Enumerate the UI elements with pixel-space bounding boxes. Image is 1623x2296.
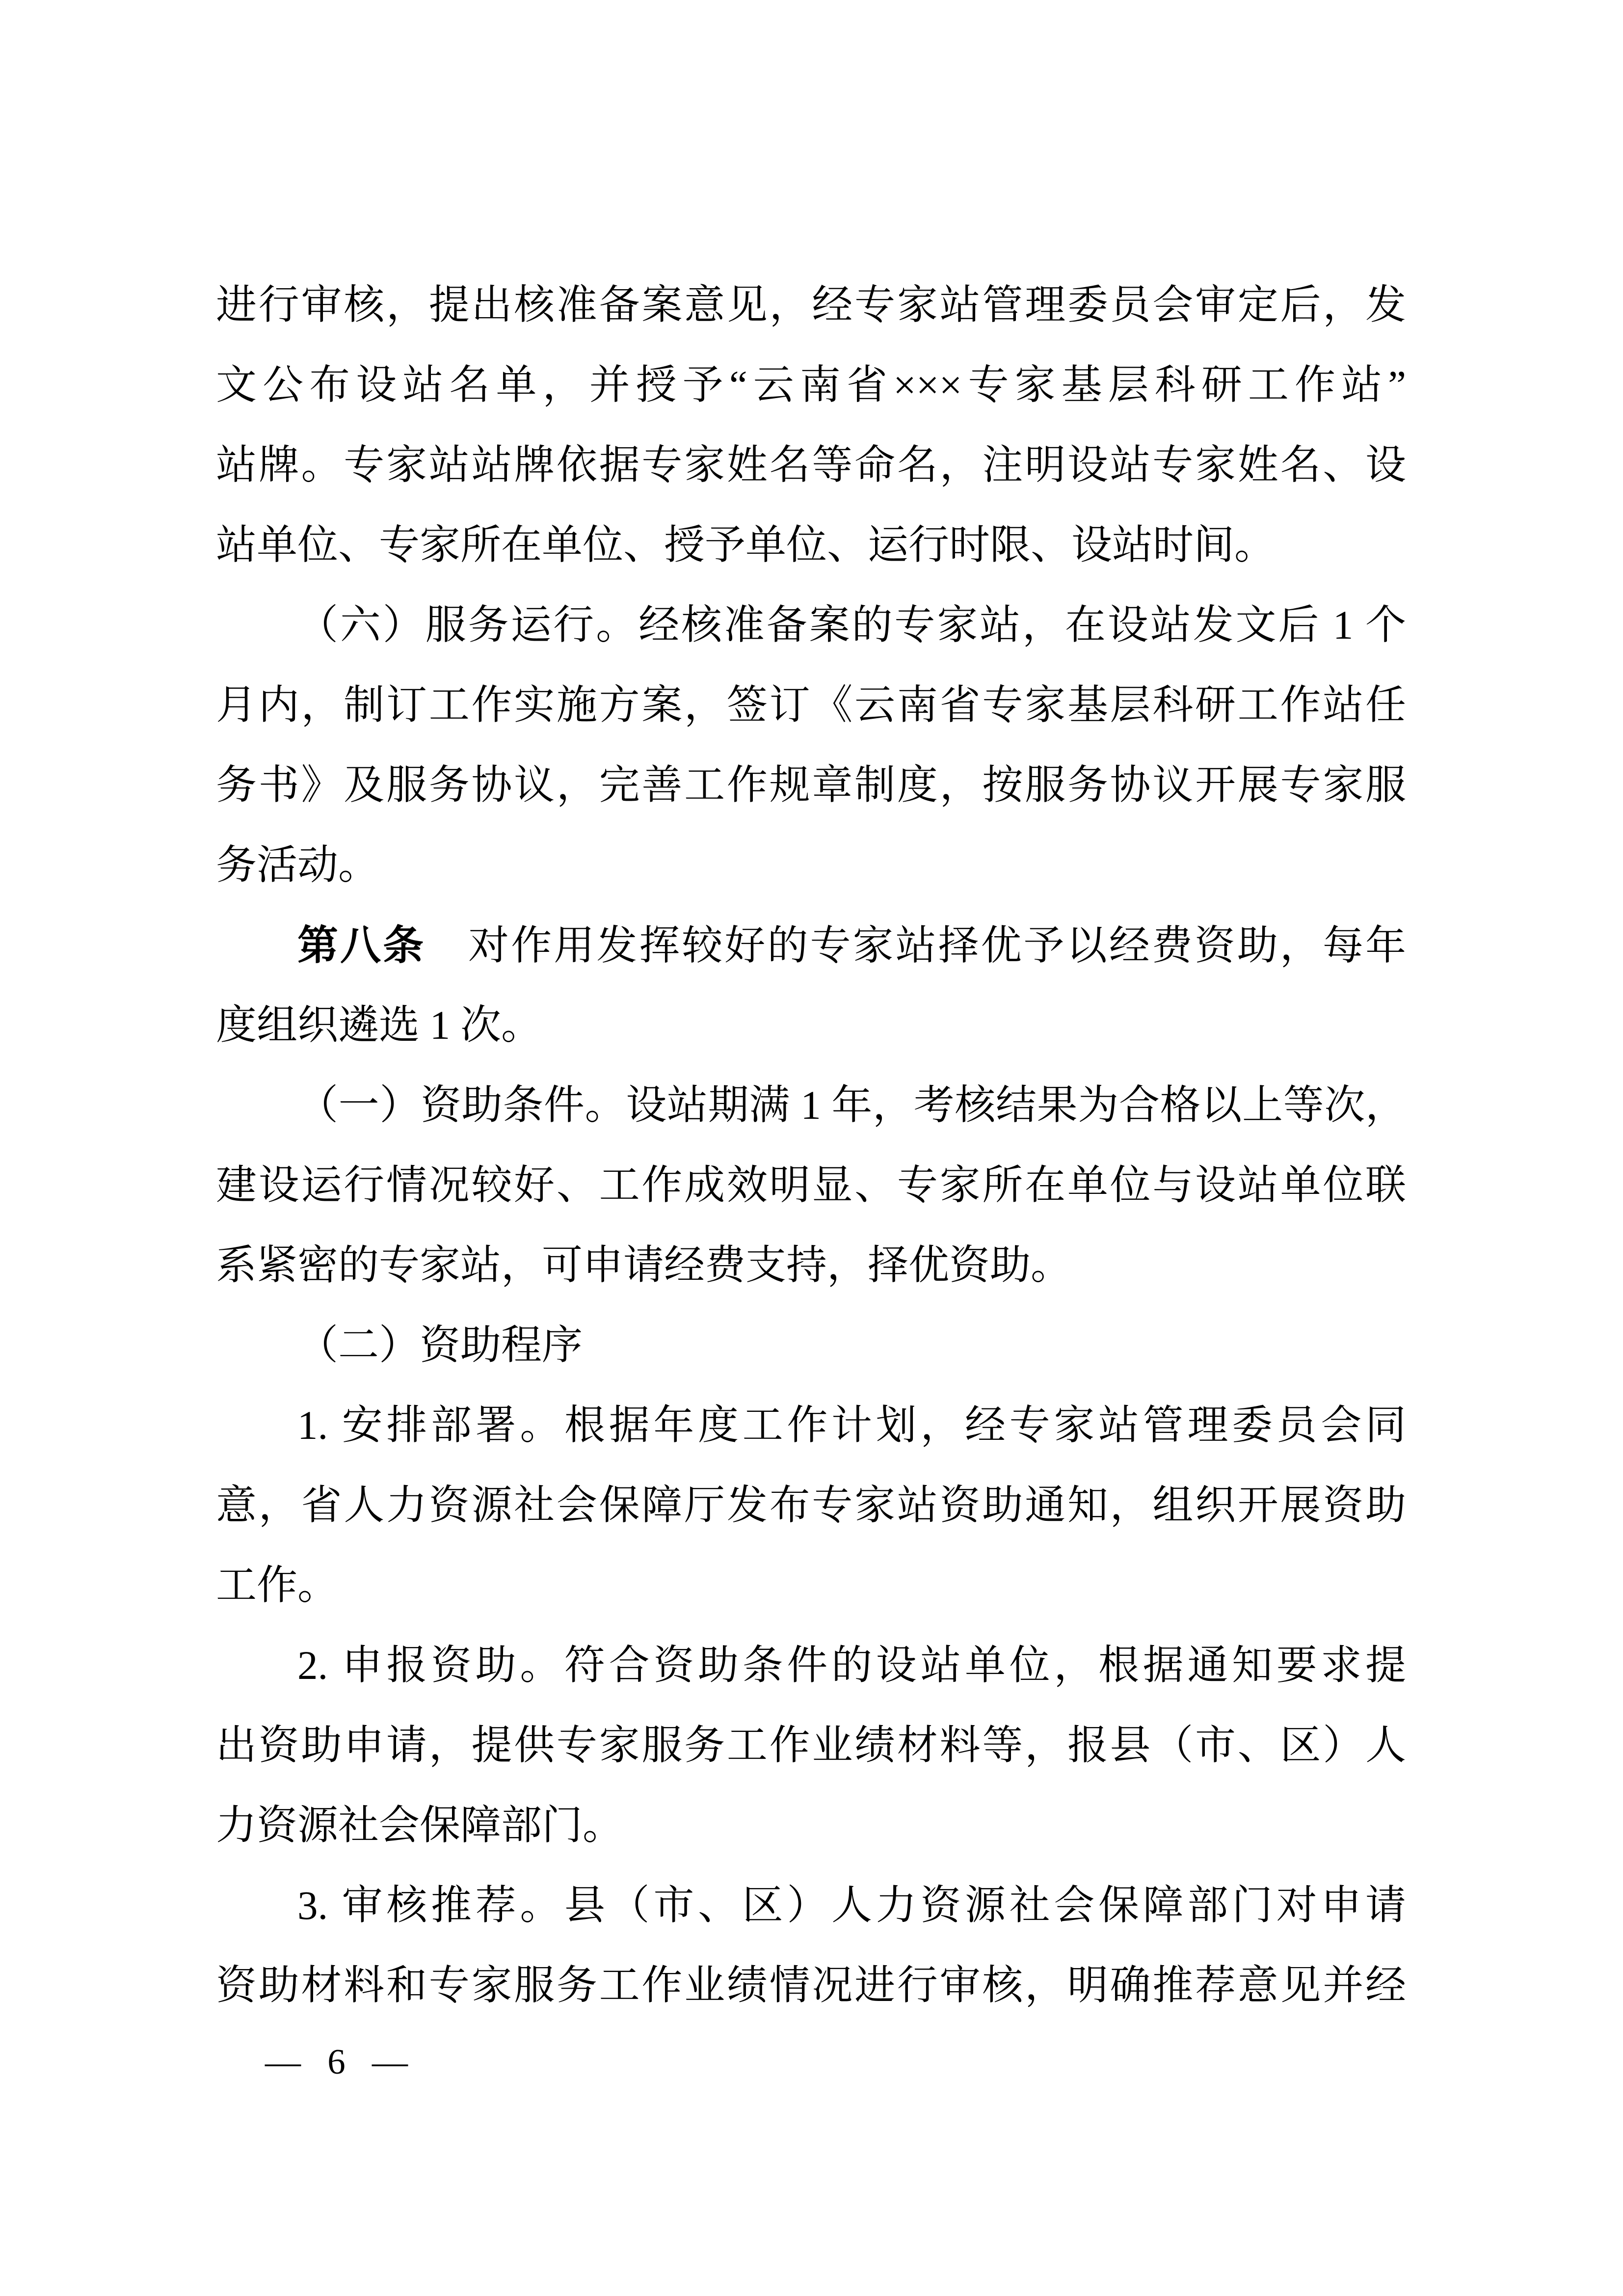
text-line: 度组织遴选 1 次。 [216,1002,542,1048]
text-line: （六）服务运行。经核准备案的专家站，在设站发文后 1 个 [297,602,1406,648]
text-line: 进行审核，提出核准备案意见，经专家站管理委员会审定后，发 [216,282,1406,327]
text-line: 力资源社会保障部门。 [216,1803,623,1848]
text-line: 资助材料和专家服务工作业绩情况进行审核，明确推荐意见并经 [216,1963,1406,2008]
text-line: 工作。 [216,1563,338,1608]
text-line: 建设运行情况较好、工作成效明显、专家所在单位与设站单位联 [216,1162,1406,1208]
text-line: 系紧密的专家站，可申请经费支持，择优资助。 [216,1243,1071,1288]
text-line: 2. 申报资助。符合资助条件的设站单位，根据通知要求提 [297,1643,1406,1688]
text-line: 务书》及服务协议，完善工作规章制度，按服务协议开展专家服 [216,762,1406,808]
text-line: 3. 审核推荐。县（市、区）人力资源社会保障部门对申请 [297,1883,1406,1928]
article-number-label: 第八条 [297,922,426,968]
text-line: 务活动。 [216,842,379,888]
text-line: 站牌。专家站站牌依据专家姓名等命名，注明设站专家姓名、设 [216,442,1406,487]
document-body [216,265,1406,2026]
text-line: 出资助申请，提供专家服务工作业绩材料等，报县（市、区）人 [216,1723,1406,1768]
text-line: 1. 安排部署。根据年度工作计划，经专家站管理委员会同 [297,1403,1406,1448]
text-line: 月内，制订工作实施方案，签订《云南省专家基层科研工作站任 [216,682,1406,728]
text-line-article-heading [216,905,1406,985]
text-line: （一）资助条件。设站期满 1 年，考核结果为合格以上等次， [297,1082,1406,1128]
text-line: 意，省人力资源社会保障厅发布专家站资助通知，组织开展资助 [216,1483,1406,1528]
text-line: （二）资助程序 [297,1323,583,1368]
article-text: 对作用发挥较好的专家站择优予以经费资助，每年 [426,923,1407,968]
text-line: 站单位、专家所在单位、授予单位、运行时限、设站时间。 [216,522,1275,567]
text-line: 文公布设站名单，并授予“云南省×××专家基层科研工作站” [216,362,1406,407]
page-number: — 6 — [265,2042,408,2081]
